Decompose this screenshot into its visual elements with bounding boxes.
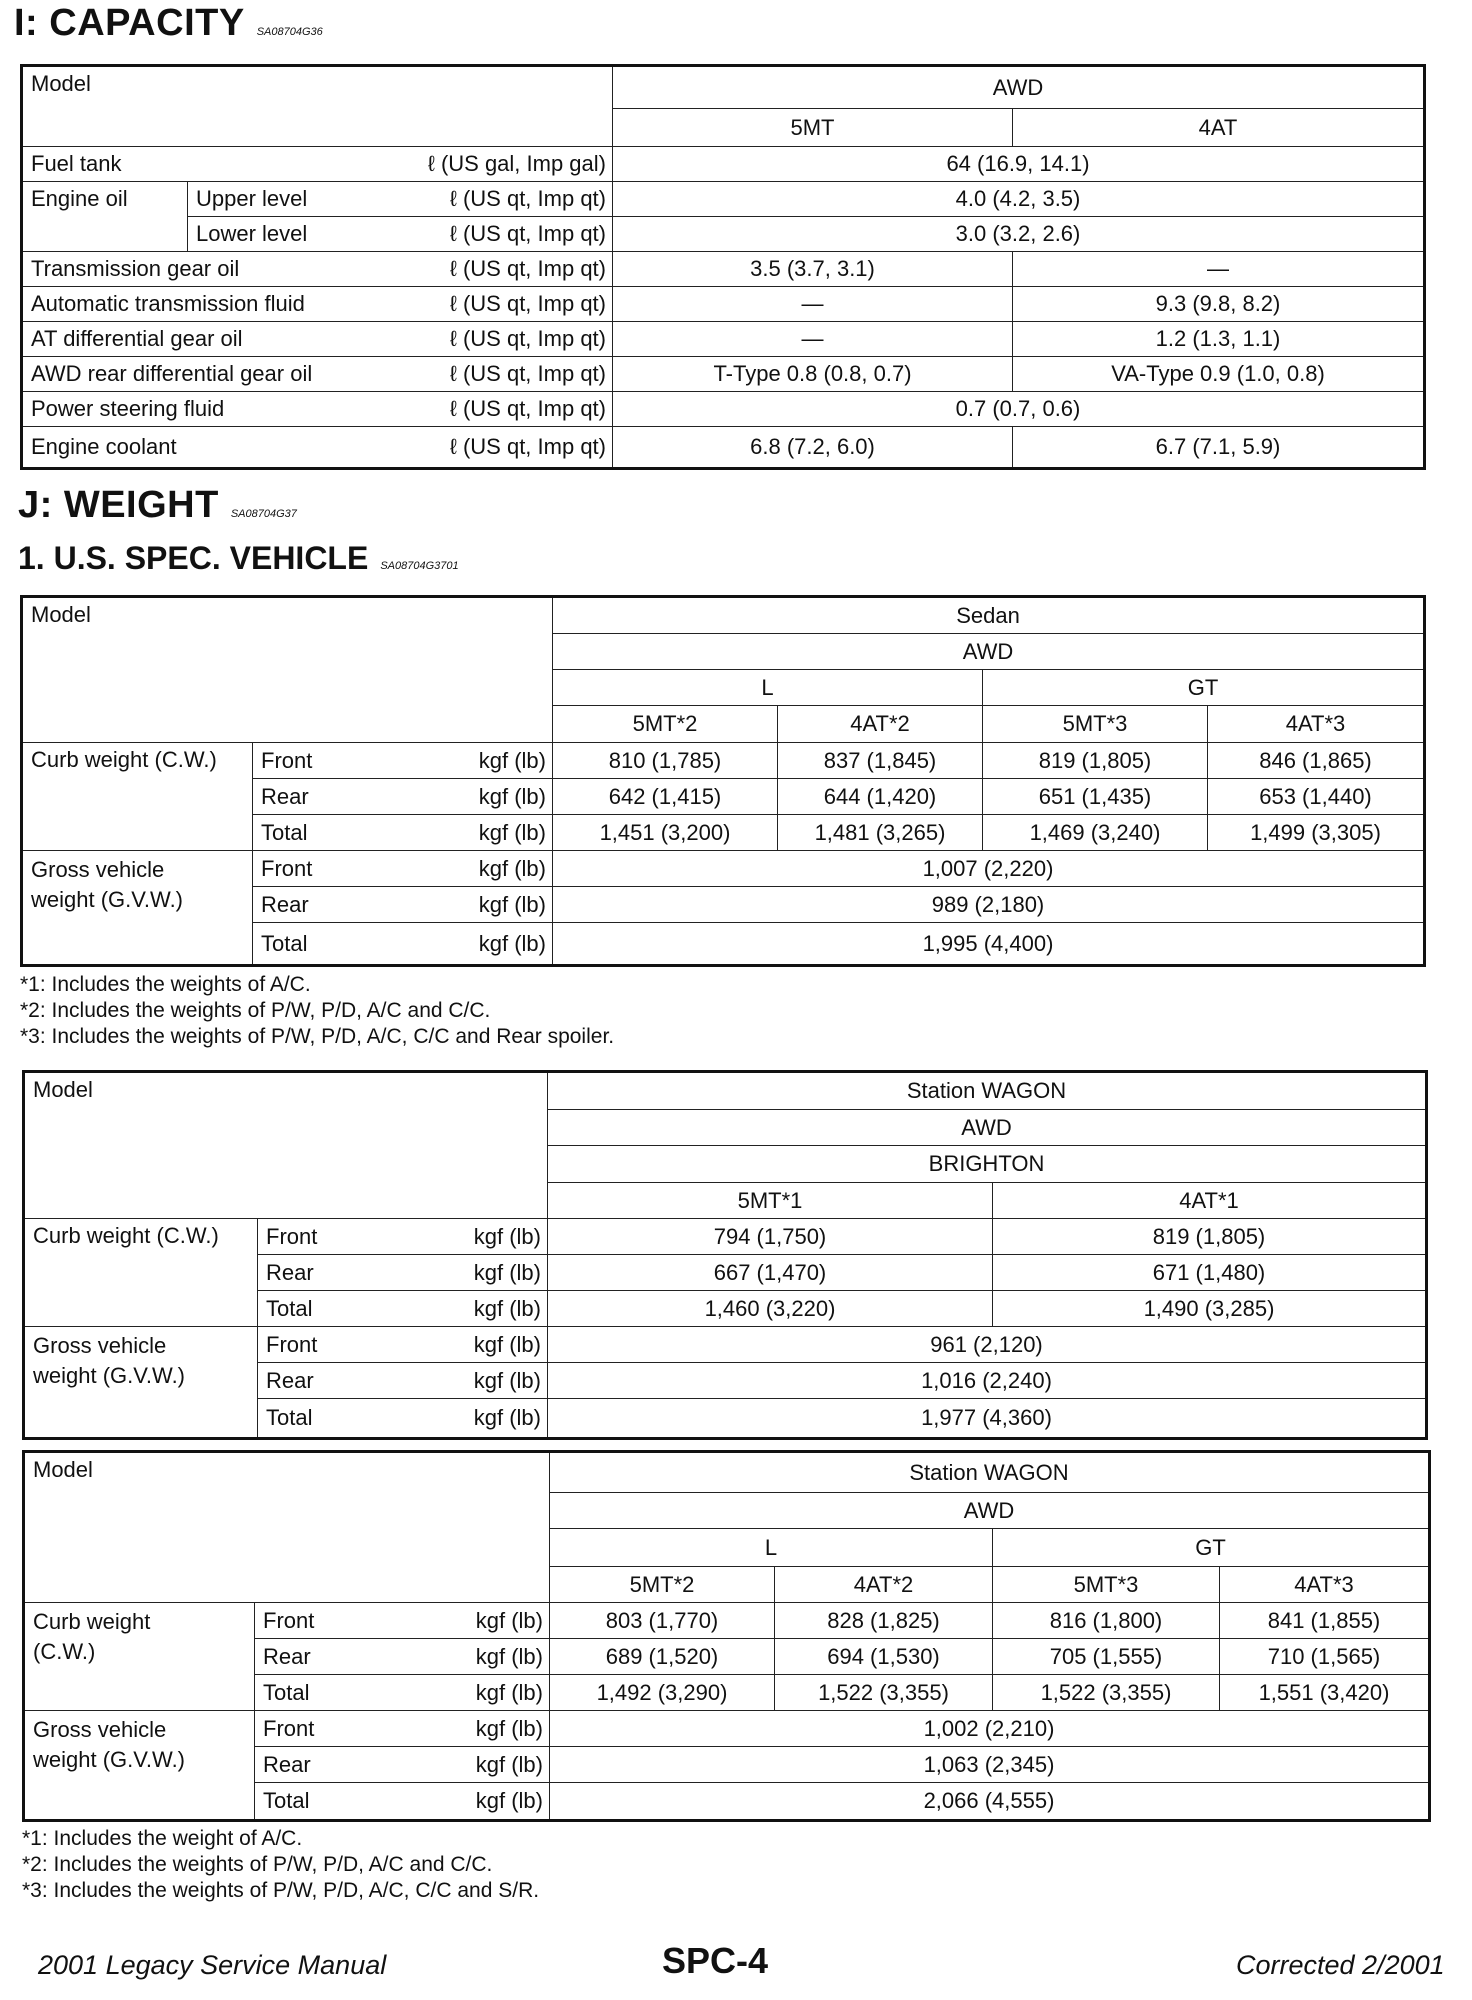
notes-2: *1: Includes the weight of A/C. *2: Includes the weights of P/W, P/D, A/C and C/C. *3: Includes the weights of P/W, P/D, A/C, C/C and S/R. [22,1827,540,1902]
table-cell: 667 (1,470) [548,1255,993,1291]
table-row-label: Power steering fluid ℓ (US qt, Imp qt) [23,392,613,427]
row-label-front: Front kgf (lb) [255,1603,550,1639]
table-cell: 9.3 (9.8, 8.2) [1013,287,1423,322]
col-header: 5MT*1 [548,1183,993,1219]
curb-weight-label: Curb weight (C.W.) [25,1219,258,1327]
col-header: 4AT*2 [778,706,983,743]
row-label-rear: Rear kgf (lb) [258,1255,548,1291]
row-label-total: Total kgf (lb) [258,1399,548,1437]
table-cell: 819 (1,805) [983,743,1208,779]
table-cell: 705 (1,555) [993,1639,1220,1675]
table-cell: 794 (1,750) [548,1219,993,1255]
table-cell: 1,995 (4,400) [922,930,1054,956]
table-cell: 837 (1,845) [778,743,983,779]
table-cell: 3.5 (3.7, 3.1) [613,252,1013,287]
trim-header-l: L [550,1529,993,1567]
table-cell: 710 (1,565) [1220,1639,1428,1675]
awd-header: AWD [548,1110,1425,1146]
table-cell: 819 (1,805) [993,1219,1425,1255]
table-cell: 3.0 (3.2, 2.6) [613,217,1423,252]
table-cell: 1,451 (3,200) [553,815,778,851]
table-cell: VA-Type 0.9 (1.0, 0.8) [1013,357,1423,392]
table-cell: 810 (1,785) [553,743,778,779]
table-cell: 989 (2,180) [553,887,1423,923]
table-cell: 64 (16.9, 14.1) [613,147,1423,182]
table-cell: 816 (1,800) [993,1603,1220,1639]
table-cell: 841 (1,855) [1220,1603,1428,1639]
table-cell: 961 (2,120) [548,1327,1425,1363]
curb-weight-label: Curb weight (C.W.) [23,743,253,851]
col-header: 5MT*2 [553,706,778,743]
table-cell: 1.2 (1.3, 1.1) [1013,322,1423,357]
table-row-label: Engine oil [23,182,188,252]
table-cell: — [613,287,1013,322]
footer-manual-title: 2001 Legacy Service Manual [38,1950,387,1980]
table-row-sublabel: Upper level ℓ (US qt, Imp qt) [188,182,613,217]
row-label-total: Total kgf (lb) [255,1783,550,1819]
table-row-label: Fuel tank ℓ (US gal, Imp gal) [23,147,613,182]
row-label-total: Total kgf (lb) [253,815,553,851]
table-cell: 803 (1,770) [550,1603,775,1639]
table-cell: 1,469 (3,240) [983,815,1208,851]
row-label-rear: Rear kgf (lb) [255,1747,550,1783]
model-header: Model [23,67,613,147]
section-title-weight: J: WEIGHT SA08704G37 [18,484,297,526]
col-header: 5MT*2 [550,1567,775,1603]
curb-weight-label: Curb weight (C.W.) [25,1603,255,1711]
row-label-rear: Rear kgf (lb) [255,1639,550,1675]
table-row-sublabel: Lower level ℓ (US qt, Imp qt) [188,217,613,252]
col-header: 5MT*3 [983,706,1208,743]
table-cell: 1,551 (3,420) [1220,1675,1428,1711]
table-row-label: Engine coolant ℓ (US qt, Imp qt) [23,427,613,467]
table-cell: 689 (1,520) [550,1639,775,1675]
table-cell: 6.8 (7.2, 6.0) [613,427,1013,467]
col-header: 4AT*3 [1220,1567,1428,1603]
row-label-total: Total kgf (lb) [253,923,553,964]
row-label-total: Total kgf (lb) [258,1291,548,1327]
table-cell: 846 (1,865) [1208,743,1423,779]
sedan-weight-table [20,595,1426,967]
table-row-label: Automatic transmission fluid ℓ (US qt, Imp qt) [23,287,613,322]
gvw-label: Gross vehicle weight (G.V.W.) [25,1327,258,1437]
row-label-rear: Rear kgf (lb) [253,779,553,815]
table-row-label: AT differential gear oil ℓ (US qt, Imp qt) [23,322,613,357]
col-header: 4AT*1 [993,1183,1425,1219]
awd-header: AWD [613,67,1423,109]
table-cell: 653 (1,440) [1208,779,1423,815]
gvw-label: Gross vehicle weight (G.V.W.) [25,1711,255,1819]
row-label-front: Front kgf (lb) [258,1219,548,1255]
page-number: SPC-4 [662,1940,769,1981]
col-header: 5MT*3 [993,1567,1220,1603]
col-header: 4AT*2 [775,1567,993,1603]
section-title-capacity: I: CAPACITY SA08704G36 [14,2,323,44]
body-header: Station WAGON [548,1073,1425,1110]
table-cell: — [1013,252,1423,287]
row-label-total: Total kgf (lb) [255,1675,550,1711]
trim-header-l: L [553,670,983,706]
table-cell: 1,063 (2,345) [550,1747,1428,1783]
table-cell: 1,499 (3,305) [1208,815,1423,851]
table-cell: 694 (1,530) [775,1639,993,1675]
at-header: 4AT [1013,109,1423,147]
table-cell: 1,481 (3,265) [778,815,983,851]
subsection-title-us-spec: 1. U.S. SPEC. VEHICLE SA08704G3701 [18,540,459,576]
model-header: Model [23,598,553,743]
model-header: Model [25,1073,548,1219]
table-cell: 1,460 (3,220) [548,1291,993,1327]
trim-header-gt: GT [993,1529,1428,1567]
table-cell: 671 (1,480) [993,1255,1425,1291]
footer-correction-date: Corrected 2/2001 [1236,1950,1445,1980]
wagon-weight-table [22,1450,1431,1822]
table-cell: T-Type 0.8 (0.8, 0.7) [613,357,1013,392]
table-row-label: Transmission gear oil ℓ (US qt, Imp qt) [23,252,613,287]
table-cell: 2,066 (4,555) [923,1788,1055,1813]
mt-header: 5MT [613,109,1013,147]
row-label-rear: Rear kgf (lb) [258,1363,548,1399]
body-header: Station WAGON [550,1453,1428,1493]
table-row-label: AWD rear differential gear oil ℓ (US qt, Imp qt) [23,357,613,392]
awd-header: AWD [550,1493,1428,1529]
table-cell: 1,522 (3,355) [993,1675,1220,1711]
body-header: Sedan [553,598,1423,634]
capacity-table [20,64,1426,470]
row-label-front: Front kgf (lb) [253,743,553,779]
table-cell: 642 (1,415) [553,779,778,815]
trim-header: BRIGHTON [548,1146,1425,1183]
row-label-front: Front kgf (lb) [255,1711,550,1747]
col-header: 4AT*3 [1208,706,1423,743]
notes-1: *1: Includes the weights of A/C. *2: Includes the weights of P/W, P/D, A/C and C/C. *3: Includes the weights of P/W, P/D, A/C, C/C and Rear spoiler. [20,973,615,1048]
row-label-front: Front kgf (lb) [253,851,553,887]
trim-header-gt: GT [983,670,1423,706]
wagon-brighton-weight-table [22,1070,1428,1440]
table-cell: 0.7 (0.7, 0.6) [613,392,1423,427]
table-cell: 651 (1,435) [983,779,1208,815]
table-cell: 828 (1,825) [775,1603,993,1639]
table-cell: 1,002 (2,210) [550,1711,1428,1747]
row-label-rear: Rear kgf (lb) [253,887,553,923]
table-cell: 1,007 (2,220) [553,851,1423,887]
gvw-label: Gross vehicle weight (G.V.W.) [23,851,253,964]
table-cell: 644 (1,420) [778,779,983,815]
table-cell: 1,016 (2,240) [548,1363,1425,1399]
table-cell: 1,522 (3,355) [775,1675,993,1711]
table-cell: 1,977 (4,360) [921,1405,1052,1430]
table-cell: 1,492 (3,290) [550,1675,775,1711]
table-cell: 1,490 (3,285) [993,1291,1425,1327]
row-label-front: Front kgf (lb) [258,1327,548,1363]
awd-header: AWD [553,634,1423,670]
table-cell: 4.0 (4.2, 3.5) [613,182,1423,217]
table-cell: — [613,322,1013,357]
model-header: Model [25,1453,550,1603]
table-cell: 6.7 (7.1, 5.9) [1155,434,1281,459]
